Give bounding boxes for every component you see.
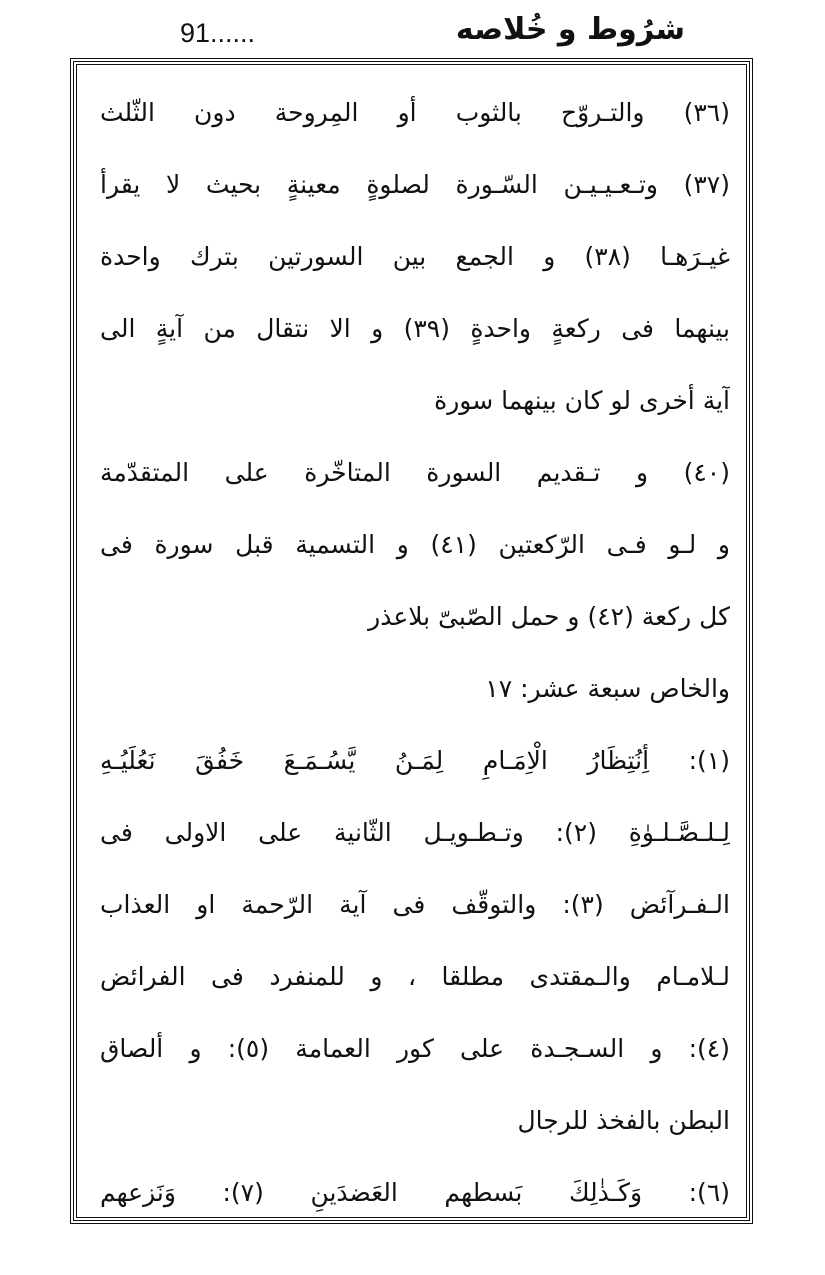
text-line: آية أخرى لو كان بينهما سورة bbox=[434, 386, 730, 415]
text-line: لِـلـصَّـلـوٰةِ (٢): وتـطـويـل الثّانية على الاولى فى bbox=[100, 818, 730, 847]
text-line: (٣٦) والتـروّح بالثوب أو المِروحة دون الثّلث bbox=[100, 98, 730, 127]
text-line: و لـو فـى الرّكعتين (٤١) و التسمية قبل سورة فى bbox=[100, 530, 730, 559]
text-line: (٦): وَكَـذٰلِكَ بَسطهم العَضدَينِ (٧): وَنَزعهم bbox=[100, 1178, 730, 1207]
text-line: بينهما فى ركعةٍ واحدةٍ (٣٩) و الا نتقال من آيةٍ الى bbox=[100, 314, 730, 343]
text-line: الـفـرآئض (٣): والتوقّف فى آية الرّحمة او العذاب bbox=[100, 890, 730, 919]
text-line: البطن بالفخذ للرجال bbox=[517, 1106, 730, 1135]
text-line: كل ركعة (٤٢) و حمل الصّبىّ بلاعذر bbox=[368, 602, 730, 631]
text-line: (١): أِنُتِظَارُ الْاِمَـامِ لِمَـنُ يَّسُـمَـعَ خَفُقَ نَعُلَيُـهِ bbox=[100, 746, 730, 775]
page-number: 91...... bbox=[180, 18, 256, 48]
book-title: شرُوط و خُلاصه bbox=[455, 12, 685, 47]
page-body bbox=[100, 82, 730, 1234]
text-line: (٣٧) وتـعـيـيـن السّـورة لصلوةٍ معينةٍ بحيث لا يقرأ bbox=[100, 170, 730, 199]
text-line: غيـرَهـا (٣٨) و الجمع بين السورتين بترك واحدة bbox=[100, 242, 730, 271]
text-line: لـلامـام والـمقتدى مطلقا ، و للمنفرد فى الفرائض bbox=[100, 962, 730, 991]
section-heading: والخاص سبعة عشر: ١٧ bbox=[485, 674, 730, 703]
text-line: (٤٠) و تـقديم السورة المتاخّرة على المتقدّمة bbox=[100, 458, 730, 487]
text-line: (٤): و السـجـدة على كور العمامة (٥): و ألصاق bbox=[100, 1034, 730, 1063]
